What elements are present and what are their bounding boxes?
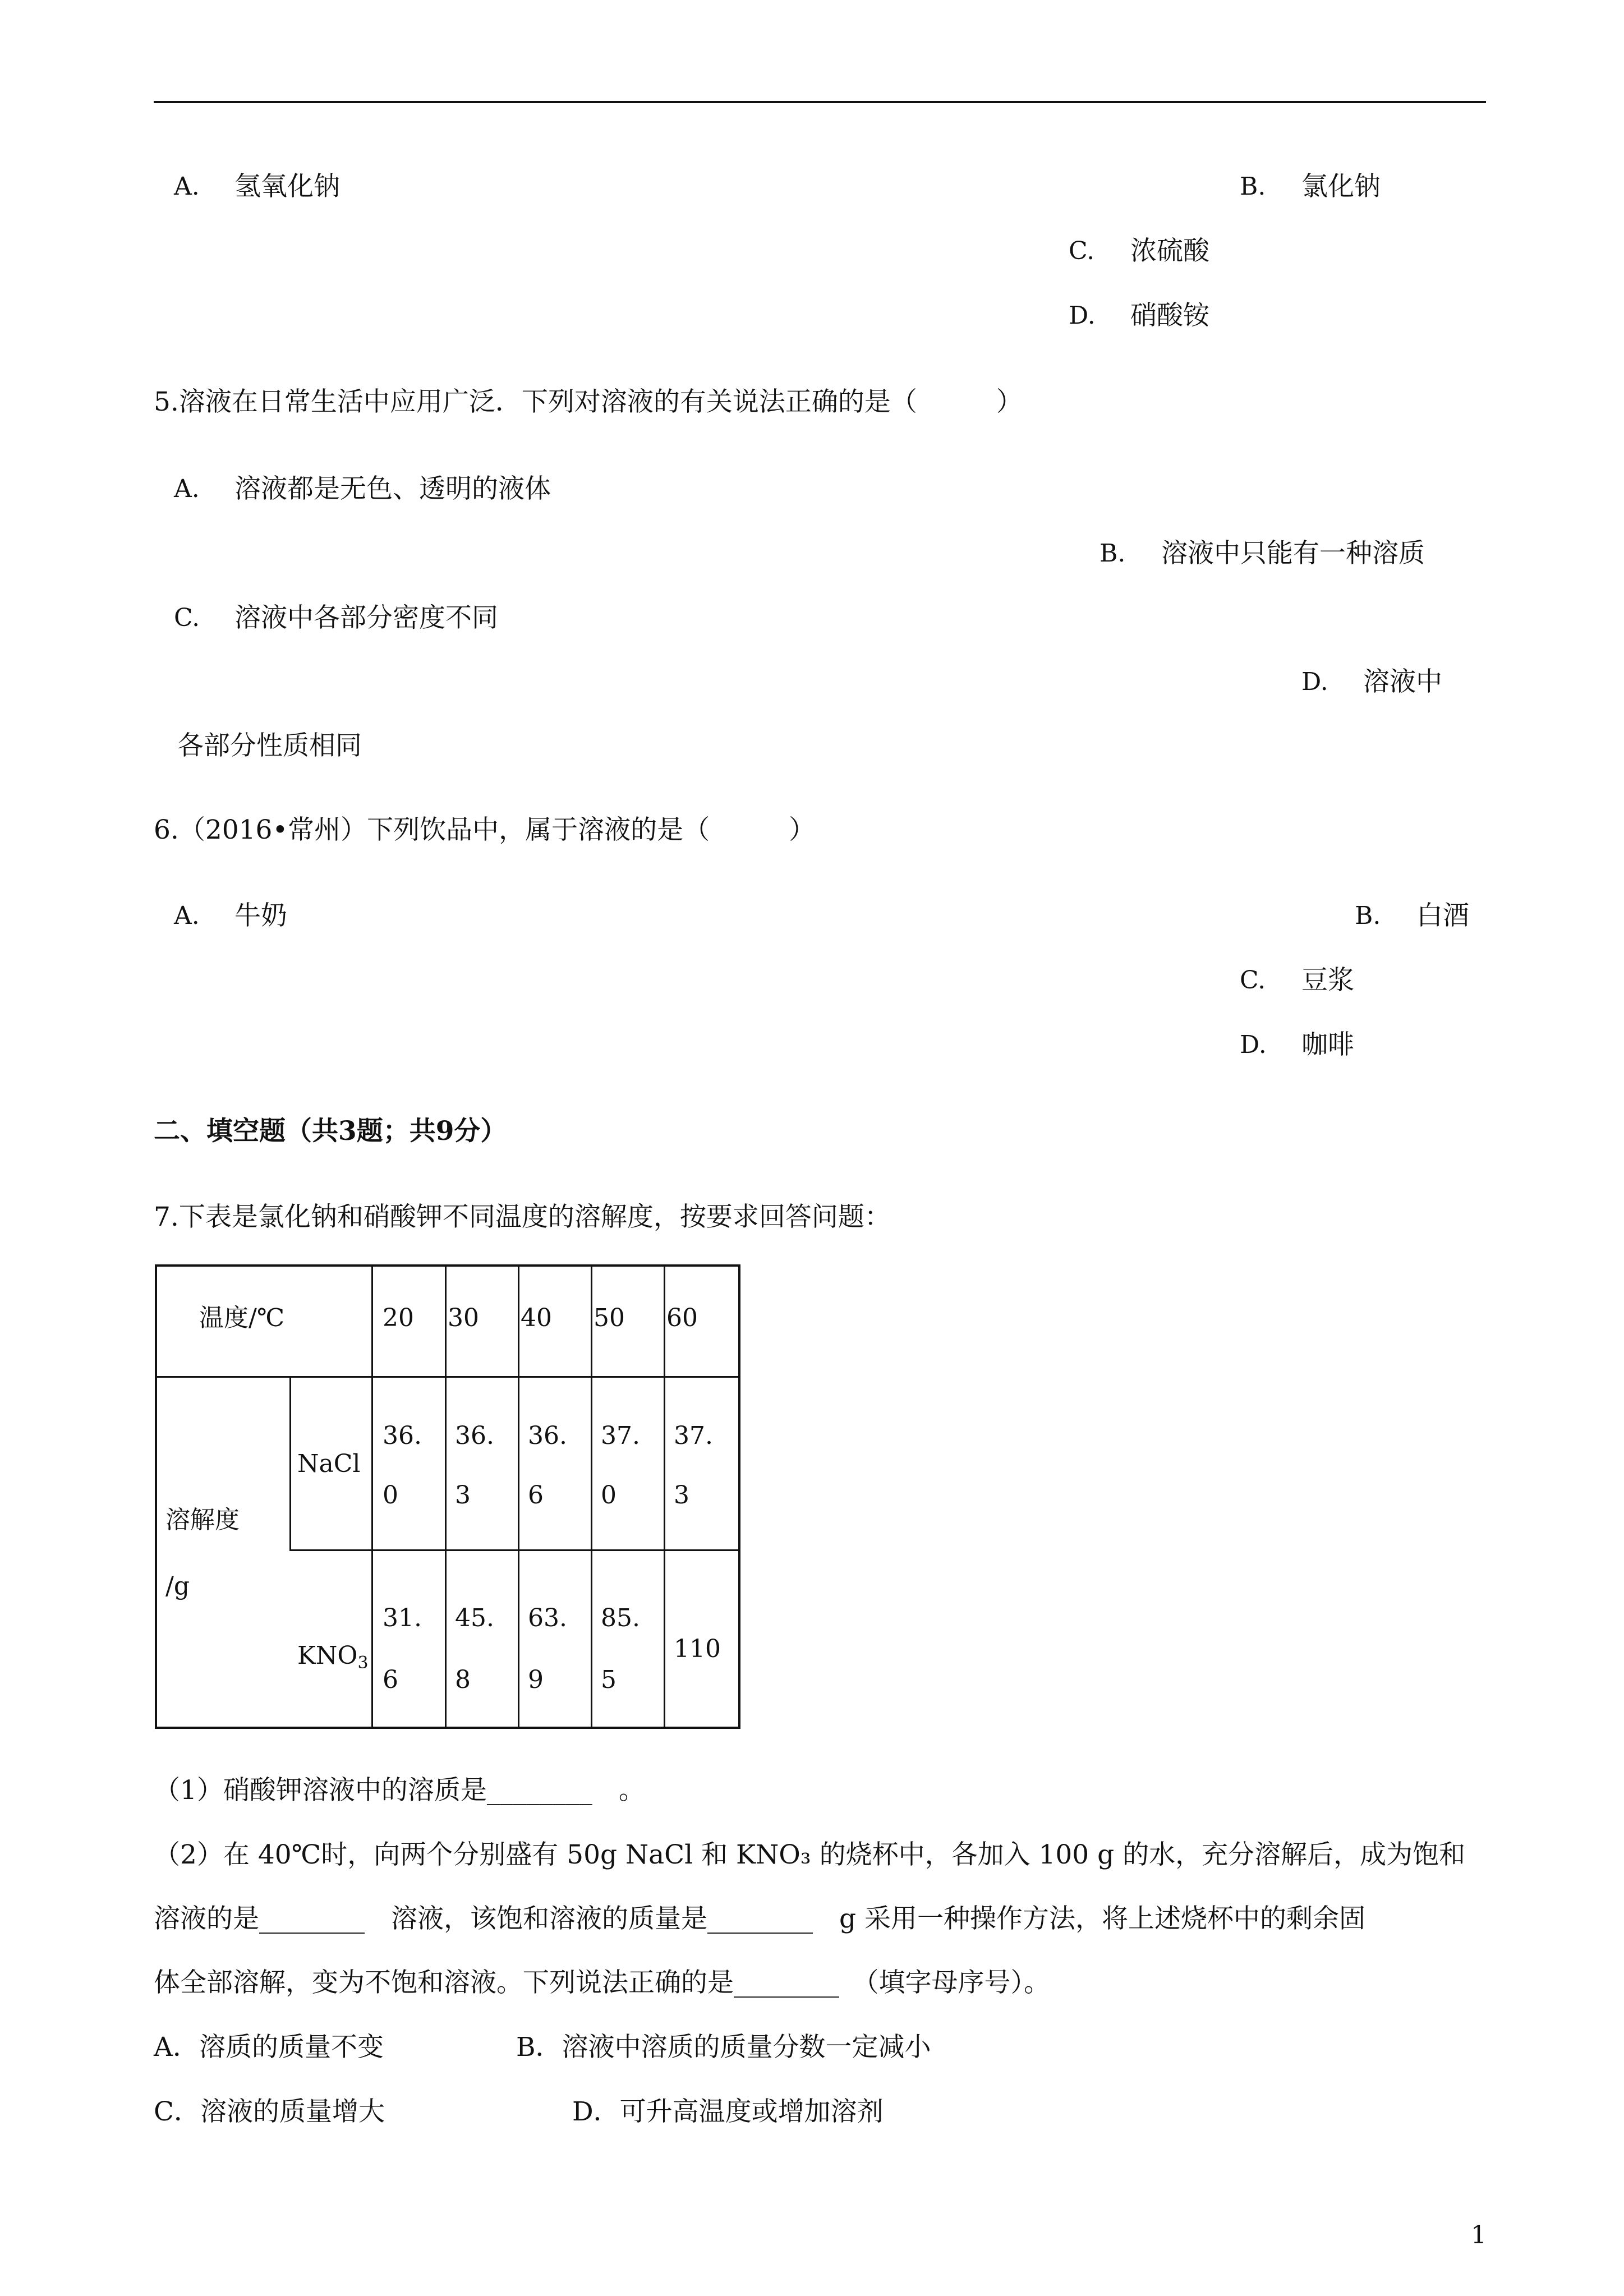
section-title-fill-in: 二、填空题（共3题；共9分） [154, 1116, 507, 1147]
table-row-label-nacl: NaCl [297, 1450, 361, 1478]
table-cell-nacl: 36. [528, 1421, 567, 1450]
table-cell-kno3: 31. [383, 1604, 422, 1632]
q5-option-a-letter: A. [174, 475, 200, 503]
table-cell-kno3: 9 [528, 1665, 544, 1694]
page-number: 1 [1471, 2221, 1487, 2249]
q5-option-d-text: 溶液中 [1363, 666, 1442, 697]
q5-option-b-letter: B. [1099, 539, 1126, 568]
q5-stem: 5.溶液在日常生活中应用广泛．下列对溶液的有关说法正确的是（ ） [154, 386, 1023, 417]
q7-sub2-line1: （2）在 40℃时，向两个分别盛有 50g NaCl 和 KNO₃ 的烧杯中，各加入 100 g 的水，充分溶解后，成为饱和 [154, 1839, 1466, 1870]
q6-option-d-text: 咖啡 [1301, 1029, 1354, 1060]
table-cell-kno3: 85. [601, 1604, 640, 1632]
q7-option-b: B．溶液中溶质的质量分数一定减小 [516, 2032, 931, 2063]
q6-option-a-text: 牛奶 [234, 900, 287, 931]
table-cell-nacl: 37. [674, 1421, 713, 1450]
header-rule [154, 101, 1486, 103]
table-cell-kno3: 63. [528, 1604, 567, 1632]
table-header-temp: 50 [594, 1304, 625, 1332]
q4-option-d-letter: D. [1069, 301, 1096, 330]
q7-option-c: C．溶液的质量增大 [154, 2096, 385, 2127]
q7-option-a: A．溶质的质量不变 [154, 2032, 384, 2063]
q4-option-a-text: 氢氧化钠 [234, 171, 340, 202]
q6-option-c-letter: C. [1240, 966, 1266, 995]
table-row-group-unit: /g [165, 1572, 190, 1600]
table-cell-nacl: 6 [528, 1481, 544, 1510]
table-cell-nacl: 36. [383, 1421, 422, 1450]
table-cell-nacl: 0 [601, 1481, 617, 1510]
table-cell-nacl: 36. [455, 1421, 494, 1450]
table-header-temp: 60 [666, 1304, 698, 1332]
q7-option-d: D．可升高温度或增加溶剂 [572, 2096, 884, 2127]
table-header-temp: 40 [521, 1304, 552, 1332]
table-cell-nacl: 3 [674, 1481, 689, 1510]
q4-option-b-letter: B. [1240, 172, 1266, 201]
table-cell-kno3: 6 [383, 1665, 398, 1694]
table-cell-nacl: 37. [601, 1421, 640, 1450]
q5-option-d-text-continued: 各部分性质相同 [177, 730, 362, 761]
q6-option-b-text: 白酒 [1416, 900, 1469, 931]
q6-option-c-text: 豆浆 [1301, 965, 1354, 996]
table-cell-nacl: 0 [383, 1481, 398, 1510]
table-cell-kno3: 8 [455, 1665, 471, 1694]
q7-stem: 7.下表是氯化钠和硝酸钾不同温度的溶解度，按要求回答问题： [154, 1202, 891, 1232]
table-cell-kno3: 5 [601, 1665, 617, 1694]
q4-option-c-letter: C. [1069, 237, 1095, 265]
q6-option-a-letter: A. [174, 901, 200, 930]
q4-option-b-text: 氯化钠 [1301, 171, 1381, 202]
q5-option-d-letter: D. [1301, 668, 1328, 696]
table-header-temperature-label: 温度/℃ [199, 1304, 285, 1332]
q5-option-a-text: 溶液都是无色、透明的液体 [234, 473, 551, 504]
table-cell-kno3: 110 [674, 1635, 721, 1663]
q5-option-c-letter: C. [174, 604, 200, 632]
q7-sub2-line3: 体全部溶解，变为不饱和溶液。下列说法正确的是________ （填字母序号）。 [154, 1967, 1050, 1998]
q5-option-c-text: 溶液中各部分密度不同 [234, 602, 498, 633]
table-row-label-kno3: $KNO_3$ [297, 1641, 369, 1673]
q4-option-d-text: 硝酸铵 [1130, 300, 1209, 331]
q4-option-a-letter: A. [174, 172, 200, 201]
table-cell-nacl: 3 [455, 1481, 471, 1510]
q6-option-b-letter: B. [1355, 901, 1381, 930]
q5-option-b-text: 溶液中只能有一种溶质 [1161, 538, 1425, 569]
q7-sub1: （1）硝酸钾溶液中的溶质是________ 。 [154, 1775, 645, 1806]
table-cell-kno3: 45. [455, 1604, 494, 1632]
q6-option-d-letter: D. [1240, 1030, 1267, 1059]
table-header-temp: 30 [448, 1304, 479, 1332]
table-header-temp: 20 [383, 1304, 414, 1332]
q6-stem: 6.（2016•常州）下列饮品中，属于溶液的是（ ） [154, 815, 816, 845]
q7-sub2-line2: 溶液的是________ 溶液，该饱和溶液的质量是________ g 采用一种操作方法，将上述烧杯中的剩余固 [154, 1903, 1366, 1934]
q4-option-c-text: 浓硫酸 [1130, 236, 1209, 266]
table-row-group-label: 溶解度 [165, 1506, 240, 1534]
